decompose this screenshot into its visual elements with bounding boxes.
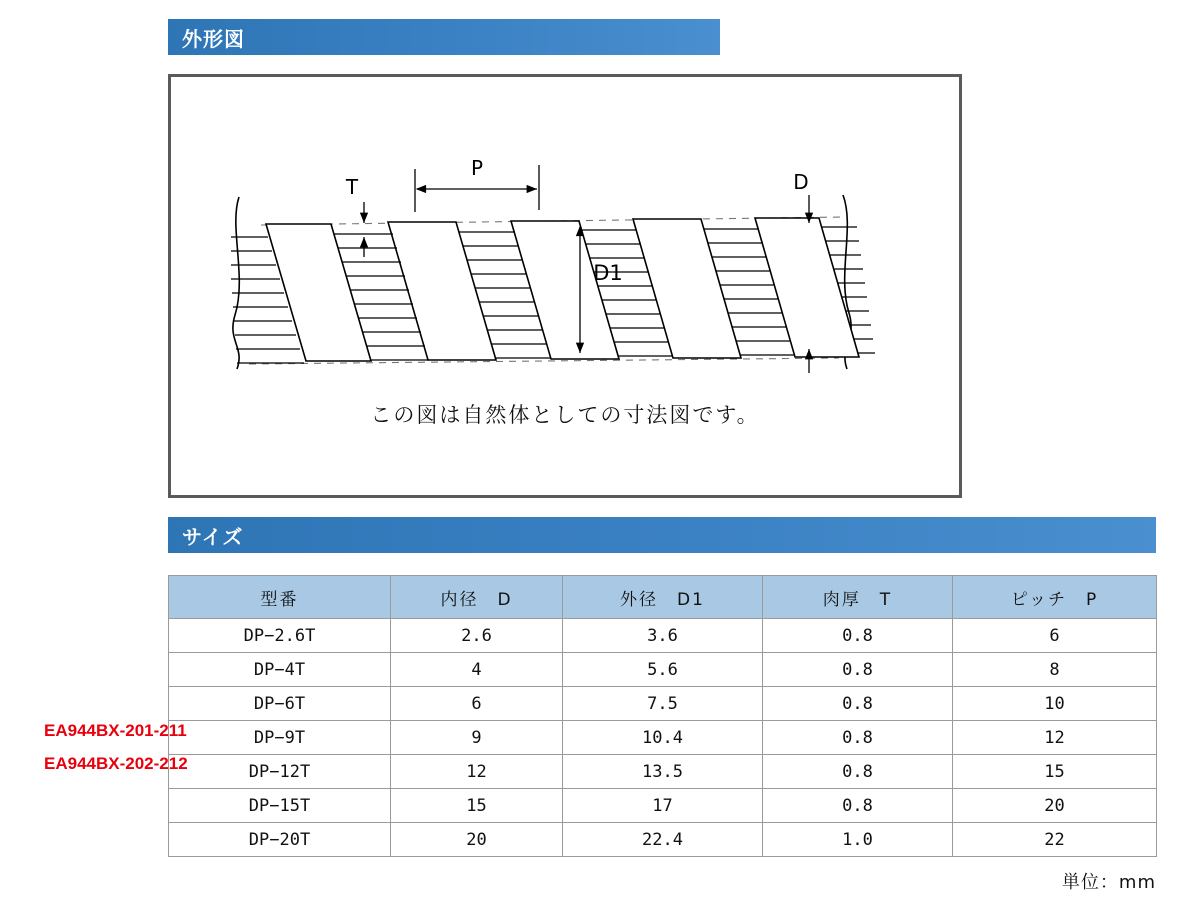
part-number-code: EA944BX-202 — [44, 754, 154, 773]
table-row — [169, 653, 1157, 687]
table-cell: 15 — [391, 789, 563, 823]
label-thickness: T — [345, 175, 359, 199]
unit-note: 単位：mm — [1061, 872, 1156, 893]
drawing-figure-panel — [168, 74, 962, 498]
table-row — [169, 755, 1157, 789]
table-header-cell: 外径 D1 — [563, 576, 763, 619]
table-cell: 4 — [391, 653, 563, 687]
table-cell: 13.5 — [563, 755, 763, 789]
table-row — [169, 721, 1157, 755]
table-cell: 12 — [953, 721, 1157, 755]
table-cell: 9 — [391, 721, 563, 755]
table-header-row — [169, 576, 1157, 619]
table-cell: 10.4 — [563, 721, 763, 755]
table-cell: 0.8 — [763, 721, 953, 755]
table-cell: 7.5 — [563, 687, 763, 721]
table-cell: 10 — [953, 687, 1157, 721]
section-header-drawing — [168, 19, 720, 55]
table-cell: DP−2.6T — [169, 619, 391, 653]
table-header-cell: 肉厚 T — [763, 576, 953, 619]
table-cell: 0.8 — [763, 687, 953, 721]
section-header-drawing-label: 外形図 — [182, 28, 245, 51]
table-cell: 0.8 — [763, 653, 953, 687]
table-cell: 20 — [953, 789, 1157, 823]
drawing-note: この図は自然体としての寸法図です。 — [370, 403, 760, 427]
table-cell: 5.6 — [563, 653, 763, 687]
part-number-code: EA944BX-201 — [44, 721, 154, 740]
spiral-tube-diagram — [171, 77, 959, 495]
table-cell: 6 — [391, 687, 563, 721]
table-row — [169, 687, 1157, 721]
part-number-suffix: -212 — [153, 754, 188, 773]
label-pitch: P — [470, 156, 484, 180]
table-cell: DP−20T — [169, 823, 391, 857]
section-header-size-label: サイズ — [182, 526, 244, 549]
table-cell: 12 — [391, 755, 563, 789]
label-inner-diameter: D — [793, 170, 809, 194]
table-row — [169, 619, 1157, 653]
table-cell: 0.8 — [763, 619, 953, 653]
section-header-size — [168, 517, 1156, 553]
table-cell: 8 — [953, 653, 1157, 687]
table-cell: 20 — [391, 823, 563, 857]
table-cell: 22.4 — [563, 823, 763, 857]
table-cell: DP−9T — [169, 721, 391, 755]
table-header-cell: 型番 — [169, 576, 391, 619]
table-cell: 17 — [563, 789, 763, 823]
table-cell: 0.8 — [763, 755, 953, 789]
table-cell: 1.0 — [763, 823, 953, 857]
table-cell: 3.6 — [563, 619, 763, 653]
label-outer-diameter: D1 — [593, 261, 623, 285]
table-cell: DP−15T — [169, 789, 391, 823]
part-number-callout — [44, 721, 187, 741]
size-table — [168, 575, 1157, 857]
table-header-cell: ピッチ P — [953, 576, 1157, 619]
table-cell: 22 — [953, 823, 1157, 857]
table-cell: DP−12T — [169, 755, 391, 789]
table-row — [169, 789, 1157, 823]
part-number-callout — [44, 754, 188, 774]
table-cell: 6 — [953, 619, 1157, 653]
table-cell: 0.8 — [763, 789, 953, 823]
table-cell: DP−6T — [169, 687, 391, 721]
table-header-cell: 内径 D — [391, 576, 563, 619]
table-row — [169, 823, 1157, 857]
table-cell: DP−4T — [169, 653, 391, 687]
part-number-suffix: -211 — [153, 721, 187, 740]
table-cell: 15 — [953, 755, 1157, 789]
table-cell: 2.6 — [391, 619, 563, 653]
